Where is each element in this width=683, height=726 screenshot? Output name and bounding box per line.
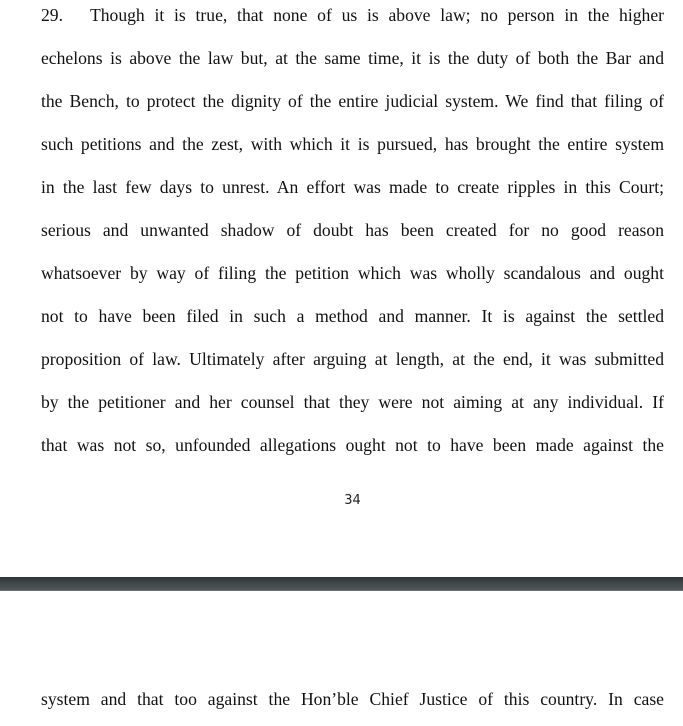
text-line: such petitions and the zest, with which it is pursued, has brought the entire system [41, 134, 664, 154]
text-line: Though it is true, that none of us is above law; no person in the higher [90, 5, 664, 25]
text-line: echelons is above the law but, at the same time, it is the duty of both the Bar and [41, 48, 664, 68]
page-number: 34 [344, 493, 361, 508]
text-line: by the petitioner and her counsel that they were not aiming at any individual. If [41, 392, 664, 412]
text-line: whatsoever by way of filing the petition which was wholly scandalous and ought [41, 263, 664, 283]
text-line: not to have been filed in such a method and manner. It is against the settled [41, 306, 664, 326]
paragraph-number: 29. [41, 5, 63, 25]
page-separator [0, 577, 683, 591]
text-line: in the last few days to unrest. An effort was made to create ripples in this Court; [41, 177, 664, 197]
text-line: proposition of law. Ultimately after arguing at length, at the end, it was submitted [41, 349, 664, 369]
text-line: system and that too against the Hon’ble Chief Justice of this country. In case [41, 689, 664, 709]
paragraph-first-line [41, 4, 664, 26]
text-line: that was not so, unfounded allegations ought not to have been made against the [41, 435, 664, 455]
text-line: serious and unwanted shadow of doubt has been created for no good reason [41, 220, 664, 240]
text-line: the Bench, to protect the dignity of the entire judicial system. We find that filing of [41, 91, 664, 111]
document-page-next [0, 591, 683, 726]
